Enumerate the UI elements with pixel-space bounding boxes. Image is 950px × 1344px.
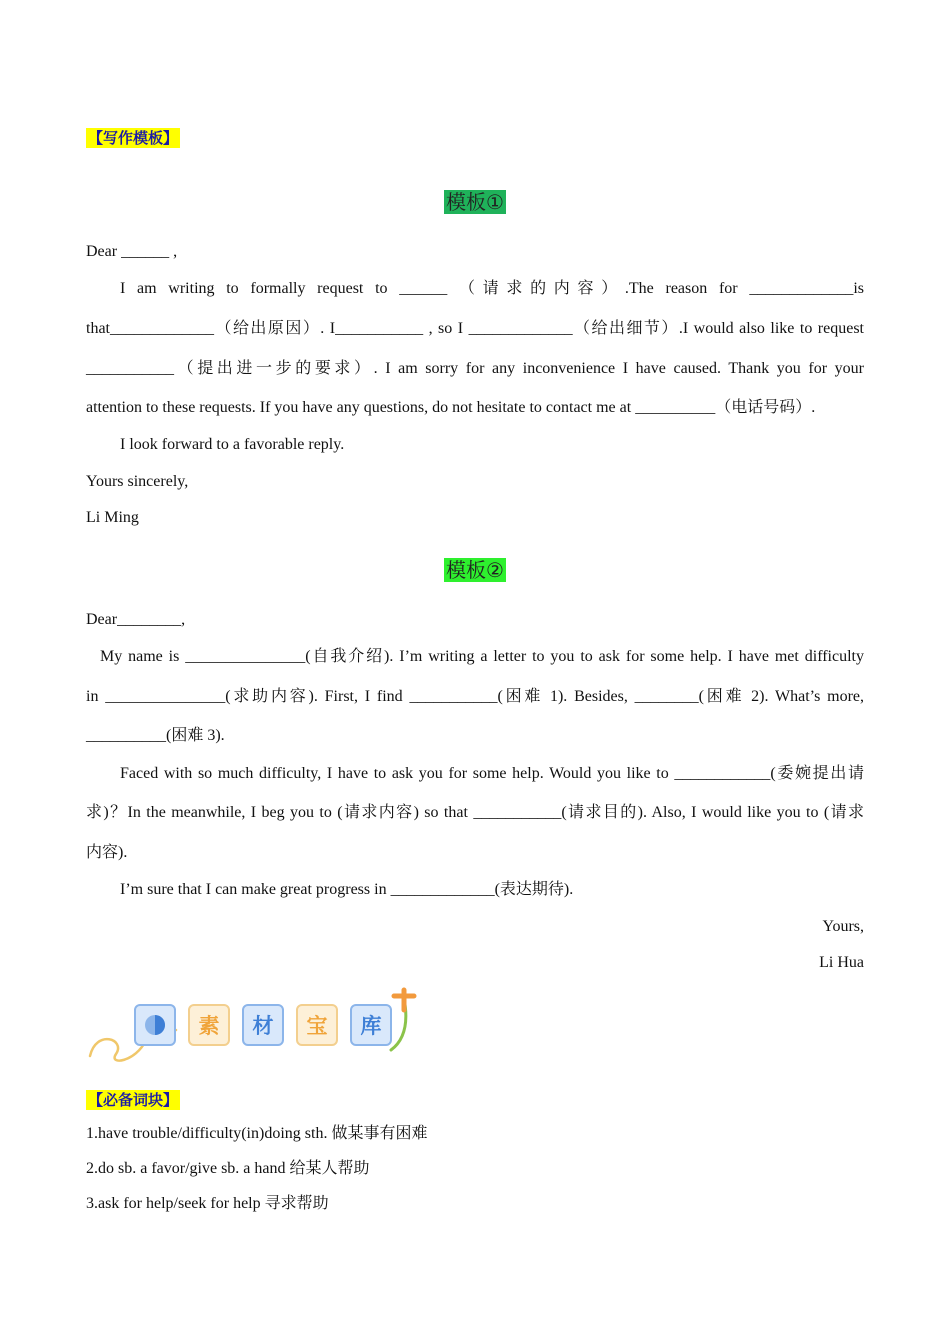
banner-char-4: 库 [350,1004,392,1046]
vocab-item-2: 2.do sb. a favor/give sb. a hand 给某人帮助 [86,1160,370,1177]
template2-p1-line1: My name is _______________(自我介绍). I’m writing a letter to you to ask for some help. I have met difficulty [100,648,864,665]
template2-p1-line3: __________(困难 3). [86,727,225,744]
template2-greeting: Dear________, [86,611,186,628]
template1-heading [0,186,950,215]
template2-p2-line2: 求)？In the meanwhile, I beg you to (请求内容) so that ___________(请求目的). Also, I would like you to (请求 [86,804,864,821]
writing-template-label: 【写作模板】 [88,129,179,147]
banner-char-3: 宝 [296,1004,338,1046]
material-library-banner [86,984,426,1070]
template2-p2-line1: Faced with so much difficulty, I have to ask you for some help. Would you like to ____________(委婉提出请 [120,765,864,782]
template2-heading [0,554,950,583]
banner-char-1: 素 [188,1004,230,1046]
section-label-vocab [86,1089,180,1110]
template1-para2: I look forward to a favorable reply. [120,436,345,453]
template2-p3: I’m sure that I can make great progress in _____________(表达期待). [120,881,574,898]
section-label-writing-template [86,127,180,148]
template2-signature: Li Hua [819,954,864,971]
template1-para1-line2: that_____________（给出原因）. I___________ , so I _____________（给出细节）.I would also like to request [86,320,864,337]
template1-signature: Li Ming [86,509,139,526]
template2-p2-line3: 内容). [86,844,128,861]
half-circle-icon [144,1014,166,1036]
banner-char-2: 材 [242,1004,284,1046]
vocab-label: 【必备词块】 [88,1091,179,1109]
template1-closing: Yours sincerely, [86,473,189,490]
banner-circle-box [134,1004,176,1046]
template1-title: 模板① [446,190,504,214]
vocab-item-1: 1.have trouble/difficulty(in)doing sth. 做某事有困难 [86,1125,428,1142]
template1-para1-line1: I am writing to formally request to ______ （请求的内容）.The reason for _____________is [120,280,864,297]
template2-closing: Yours, [822,918,864,935]
template1-para1-line4: attention to these requests. If you have any questions, do not hesitate to contact me at __________（电话号码）. [86,399,816,416]
template2-title: 模板② [446,558,504,582]
template1-para1-line3: ___________（提出进一步的要求）. I am sorry for any inconvenience I have caused. Thank you for your [86,360,864,377]
vocab-item-3: 3.ask for help/seek for help 寻求帮助 [86,1195,329,1212]
template1-greeting: Dear ______ , [86,243,178,260]
template2-p1-line2: in _______________(求助内容). First, I find ___________(困难 1). Besides, ________(困难 2). What’s more, [86,688,864,705]
